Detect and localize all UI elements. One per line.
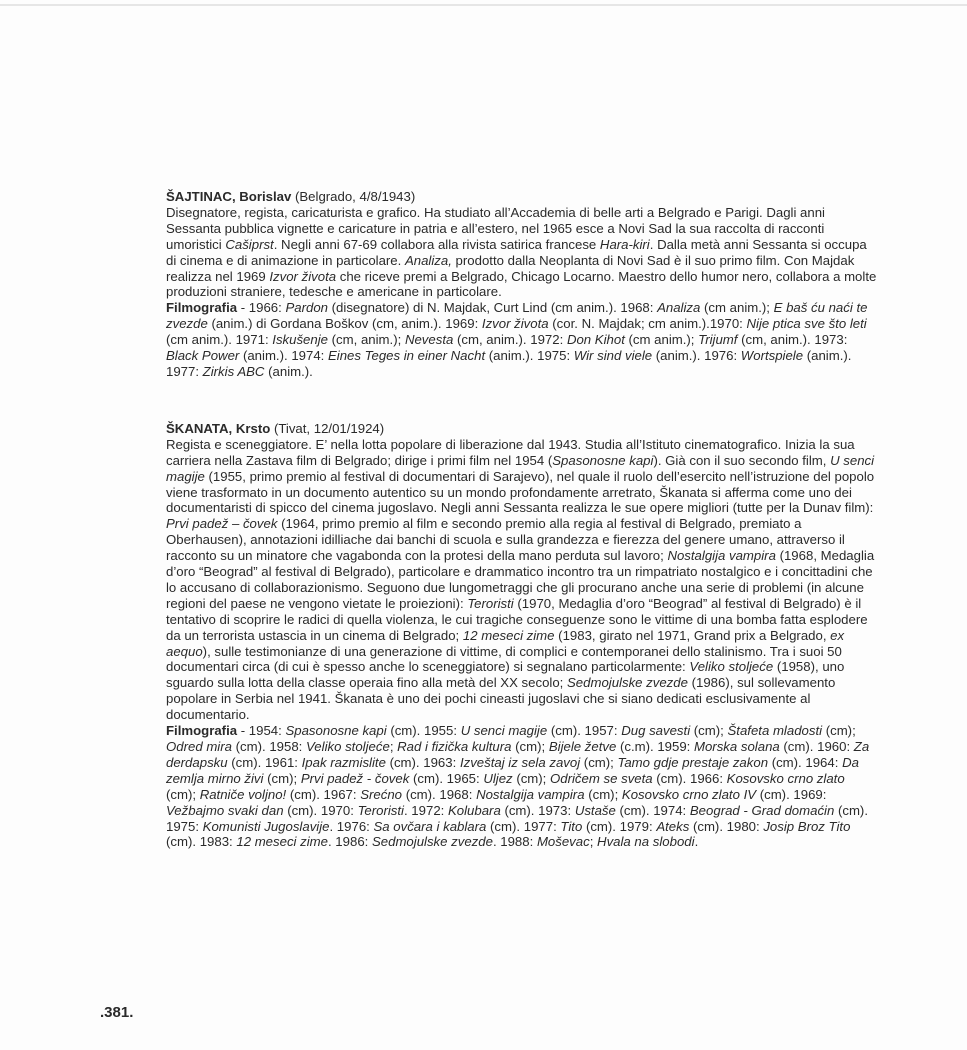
filmography-list: - 1954: Spasonosne kapi (cm). 1955: U senci magije (cm). 1957: Dug savesti (cm); Štafeta mladosti (cm); Odred mira (cm). 1958: Veliko stoljeće; Rad i fizička kultura (cm); Bijele žetve (c.m). 1959: Morska solana (cm). 1960: Za derdapsku (cm). 1961: Ipak razmislite (cm). 1963: Izveštaj iz sela zavoj (cm); Tamo gdje prestaje zakon (cm). 1964: Da zemlja mirno živi (cm); Prvi padež - čovek (cm). 1965: Uljez (cm); Odričem se sveta (cm). 1966: Kosovsko crno zlato (cm); Ratniče voljno! (cm). 1967: Srećno (cm). 1968: Nostalgija vampira (cm); Kosovsko crno zlato IV (cm). 1969: Vežbajmo svaki dan (cm). 1970: Teroristi. 1972: Kolubara (cm). 1973: Ustaše (cm). 1974: Beograd - Grad domaćin (cm). 1975: Komunisti Jugoslavije. 1976: Sa ovčara i kablara (cm). 1977: Tito (cm). 1979: Ateks (cm). 1980: Josip Broz Tito (cm). 1983: 12 meseci zime. 1986: Sedmojulske zvezde. 1988: Moševac; Hvala na slobodi. — [166, 723, 870, 850]
italic-title: Teroristi — [357, 802, 404, 818]
italic-title: Nevesta — [404, 332, 454, 348]
italic-title: Iskušenje — [272, 332, 328, 348]
italic-title: Izvor života — [481, 316, 549, 332]
italic-title: Moševac — [536, 834, 590, 850]
italic-title: Odred mira — [166, 739, 232, 754]
italic-title: Veliko stoljeće — [306, 739, 390, 754]
entry-sajtinac — [166, 189, 878, 380]
italic-title: Teroristi — [467, 595, 514, 611]
encyclopedia-content — [166, 189, 878, 850]
italic-title: Nostalgija vampira — [476, 786, 585, 802]
italic-title: U senci magije — [166, 452, 875, 484]
entry-heading — [166, 189, 878, 205]
italic-title: Zirkis ABC — [202, 363, 265, 379]
italic-title: Analiza — [657, 300, 701, 316]
italic-title: Za derdapsku — [166, 739, 870, 770]
italic-title: Trijumf — [698, 332, 738, 348]
italic-title: Prvi padež - čovek — [300, 770, 410, 786]
entry-heading — [166, 421, 878, 437]
italic-title: Komunisti Jugoslavije — [202, 818, 330, 834]
entry-name: ŠKANATA, Krsto — [166, 420, 271, 436]
filmography — [166, 300, 878, 380]
italic-title: Izveštaj iz sela zavoj — [459, 754, 581, 770]
italic-title: Nostalgija vampira — [667, 548, 776, 564]
italic-title: Analiza, — [404, 252, 452, 268]
italic-title: Nije ptica sve što leti — [746, 316, 867, 332]
italic-title: Tamo gdje prestaje zakon — [617, 754, 769, 770]
italic-title: ex aequo — [166, 627, 845, 659]
page-number: .381. — [100, 1004, 134, 1021]
italic-title: Pardon — [285, 300, 328, 316]
entry-name: ŠAJTINAC, Borislav — [166, 189, 292, 204]
filmography-label: Filmografia — [166, 300, 238, 316]
italic-title: Tito — [560, 818, 583, 834]
italic-title: Kosovsko crno zlato — [726, 770, 845, 786]
italic-title: Odričem se sveta — [550, 770, 653, 786]
entry-biography: Regista e sceneggiatore. E’ nella lotta popolare di liberazione dal 1943. Studia all’Istituto cinematografico. Inizia la sua carriera nella Zastava film di Belgrado; dirige i primi film nel 1954 (Spasonosne kapi). Già con il suo secondo film, U senci magije (1955, primo premio al festival di documentari di Sarajevo), nel quale il ruolo dell’esercito nell’istruzione del popolo viene trasformato in un documento autentico su un mondo profondamente arretrato, Škanata si afferma come uno dei documentaristi di spicco del cinema jugoslavo. Negli anni Sessanta realizza le sue opere migliori (tutte per la Dunav film): Prvi padež – čovek (1964, primo premio al film e secondo premio alla regia al festival di Belgrado, premiato a Oberhausen), annotazioni idilliache dai banchi di scuola e sulla grandezza e fierezza del genere umano, attraverso il racconto su un minatore che vagabonda con la protesi della mano perduta sul lavoro; Nostalgija vampira (1968, Medaglia d’oro “Beograd” al festival di Belgrado), particolare e drammatico incontro tra un rimpatriato nostalgico e i concittadini che lo accusano di collaborazionismo. Seguono due lungometraggi che gli procurano anche una serie di problemi (in alcune regioni del paese ne vengono vietate le proiezioni): Teroristi (1970, Medaglia d’oro “Beograd” al festival di Belgrado) è il tentativo di scoprire le radici di quella violenza, le cui tragiche conseguenze sono le vittime di una bomba fatta esplodere da un terrorista ustascia in un cinema di Belgrado; 12 meseci zime (1983, girato nel 1971, Grand prix a Belgrado, ex aequo), sulle testimonianze di una generazione di vittime, di complici e contemporanei dello stalinismo. Tra i suoi 50 documentari circa (di cui è spesso anche lo sceneggiatore) si segnalano particolarmente: Veliko stoljeće (1958), uno sguardo sulla lotta della classe operaia fino alla metà del XX secolo; Sedmojulske zvezde (1986), sul sollevamento popolare in Serbia nel 1941. Škanata è uno dei pochi cineasti jugoslavi che si siano dedicati esclusivamente al documentario. — [166, 436, 875, 723]
italic-title: Srećno — [360, 786, 403, 802]
entry-biography: Disegnatore, regista, caricaturista e grafico. Ha studiato all’Accademia di belle arti a Belgrado e Parigi. Dagli anni Sessanta pubblica vignette e caricature in patria e all’estero, nel 1965 esce a Novi Sad la sua raccolta di racconti umoristici Cašiprst. Negli anni 67-69 collabora alla rivista satirica francese Hara-kiri. Dalla metà anni Sessanta si occupa di cinema e di animazione in particolare. Analiza, prodotto dalla Neoplanta di Novi Sad è il suo primo film. Con Majdak realizza nel 1969 Izvor života che riceve premi a Belgrado, Chicago Locarno. Maestro dello humor nero, collabora a molte produzioni straniere, tedesche e americane in particolare. — [166, 204, 877, 300]
italic-title: 12 meseci zime — [236, 834, 328, 850]
italic-title: Sedmojulske zvezde — [371, 834, 493, 850]
italic-title: Rad i fizička kultura — [397, 739, 512, 754]
italic-title: 12 meseci zime — [462, 627, 555, 643]
italic-title: Bijele žetve — [548, 739, 617, 754]
filmography — [166, 723, 878, 850]
italic-title: Morska solana — [693, 739, 780, 754]
italic-title: Hara-kiri — [599, 236, 650, 252]
italic-title: Vežbajmo svaki dan — [166, 802, 284, 818]
italic-title: Josip Broz Tito — [763, 818, 851, 834]
italic-title: Veliko stoljeće — [689, 659, 774, 675]
italic-title: Izvor života — [269, 268, 337, 284]
filmography-list: - 1966: Pardon (disegnatore) di N. Majdak, Curt Lind (cm anim.). 1968: Analiza (cm anim.); E baš ću naći te zvezde (anim.) di Gordana Boškov (cm, anim.). 1969: Izvor života (cor. N. Majdak; cm anim.).1970: Nije ptica sve što leti (cm anim.). 1971: Iskušenje (cm, anim.); Nevesta (cm, anim.). 1972: Don Kihot (cm anim.); Trijumf (cm, anim.). 1973: Black Power (anim.). 1974: Eines Teges in einer Nacht (anim.). 1975: Wir sind viele (anim.). 1976: Wortspiele (anim.). 1977: Zirkis ABC (anim.). — [166, 300, 868, 379]
italic-title: Beograd - Grad domaćin — [689, 802, 835, 818]
italic-title: Wortspiele — [740, 348, 804, 364]
italic-title: Sedmojulske zvezde — [567, 675, 688, 691]
top-rule — [0, 4, 967, 6]
filmography-label: Filmografia — [166, 723, 238, 739]
italic-title: Cašiprst — [225, 236, 274, 252]
italic-title: Wir sind viele — [573, 348, 653, 364]
italic-title: Spasonosne kapi — [285, 723, 387, 739]
italic-title: Hvala na slobodi — [597, 834, 695, 850]
entry-birth: (Belgrado, 4/8/1943) — [291, 189, 416, 204]
italic-title: Sa ovčara i kablara — [373, 818, 487, 834]
italic-title: E baš ću naći te zvezde — [166, 300, 868, 332]
entry-skanata — [166, 421, 878, 850]
italic-title: Ustaše — [574, 802, 616, 818]
italic-title: Eines Teges in einer Nacht — [327, 348, 486, 364]
italic-title: Štafeta mladosti — [727, 723, 823, 739]
italic-title: Kolubara — [447, 802, 501, 818]
italic-title: U senci magije — [460, 723, 548, 739]
italic-title: Da zemlja mirno živi — [166, 754, 859, 786]
entry-birth: (Tivat, 12/01/1924) — [270, 420, 385, 436]
italic-title: Prvi padež – čovek — [166, 516, 278, 532]
italic-title: Ateks — [656, 818, 690, 834]
italic-title: Spasonosne kapi — [552, 452, 654, 468]
italic-title: Ratniče voljno! — [199, 786, 287, 802]
italic-title: Uljez — [483, 770, 513, 786]
italic-title: Don Kihot — [566, 332, 625, 348]
italic-title: Ipak razmislite — [301, 754, 386, 770]
italic-title: Dug savesti — [621, 723, 691, 739]
italic-title: Kosovsko crno zlato IV — [621, 786, 757, 802]
italic-title: Black Power — [166, 348, 240, 364]
